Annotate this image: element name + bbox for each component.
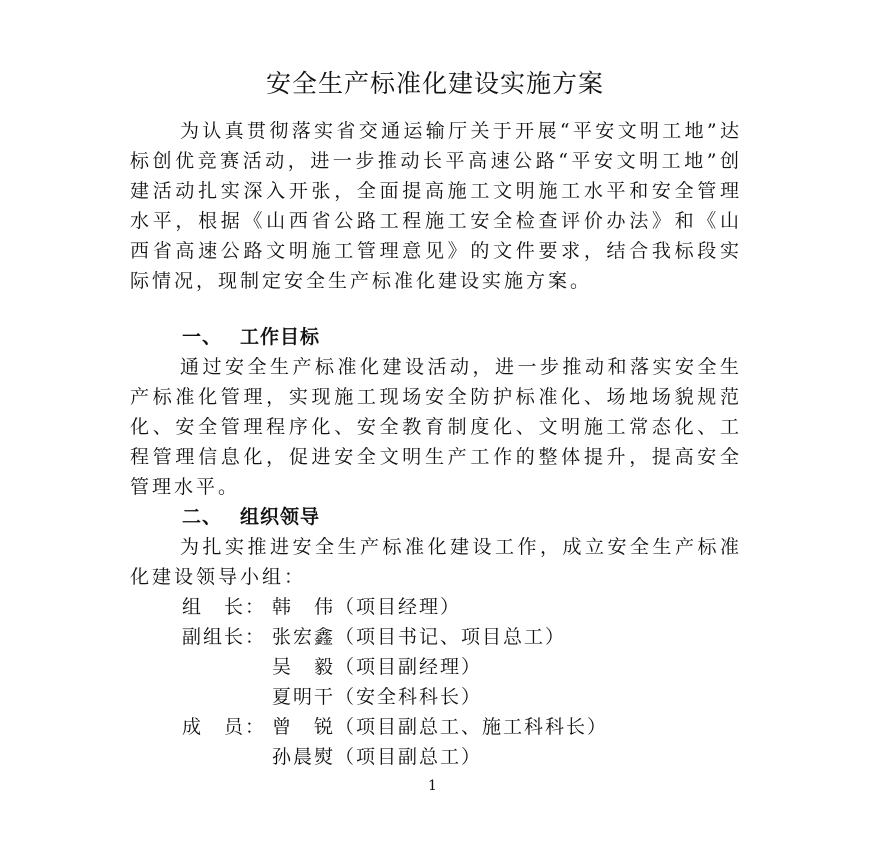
member-role: 副组长： xyxy=(182,626,267,648)
section-heading-goals xyxy=(182,322,320,352)
section-title: 组织领导 xyxy=(240,506,321,528)
goals-paragraph: 通过安全生产标准化建设活动，进一步推动和落实安全生产标准化管理，实现施工现场安全防护标准化、场地场貌规范化、安全管理程序化、安全教育制度化、文明施工常态化、工程管理信息化，促进安全文明生产工作的整体提升，提高安全管理水平。 xyxy=(130,356,742,498)
document-title: 安全生产标准化建设实施方案 xyxy=(265,69,604,98)
section-title: 工作目标 xyxy=(240,326,321,348)
member-entry: 夏明干（安全科科长） xyxy=(272,686,483,708)
member-role: 成 员： xyxy=(182,716,267,738)
member-role: 组 长： xyxy=(182,596,267,618)
section-heading-organization xyxy=(182,502,320,532)
section-number: 二、 xyxy=(182,506,223,528)
member-entry: 张宏鑫（项目书记、项目总工） xyxy=(272,626,567,648)
member-entry: 韩 伟（项目经理） xyxy=(272,596,462,618)
section-number: 一、 xyxy=(182,326,223,348)
member-entry: 曾 锐（项目副总工、施工科科长） xyxy=(272,716,609,738)
member-entry: 吴 毅（项目副经理） xyxy=(272,656,483,678)
member-entry: 孙晨熨（项目副总工） xyxy=(272,746,483,768)
intro-paragraph: 为认真贯彻落实省交通运输厅关于开展“平安文明工地”达标创优竞赛活动，进一步推动长平高速公路“平安文明工地”创建活动扎实深入开张，全面提高施工文明施工水平和安全管理水平，根据《山西省公路工程施工安全检查评价办法》和《山西省高速公路文明施工管理意见》的文件要求，结合我标段实际情况，现制定安全生产标准化建设实施方案。 xyxy=(130,120,742,292)
page-number: 1 xyxy=(428,778,437,794)
organization-paragraph: 为扎实推进安全生产标准化建设工作，成立安全生产标准化建设领导小组： xyxy=(130,536,742,588)
